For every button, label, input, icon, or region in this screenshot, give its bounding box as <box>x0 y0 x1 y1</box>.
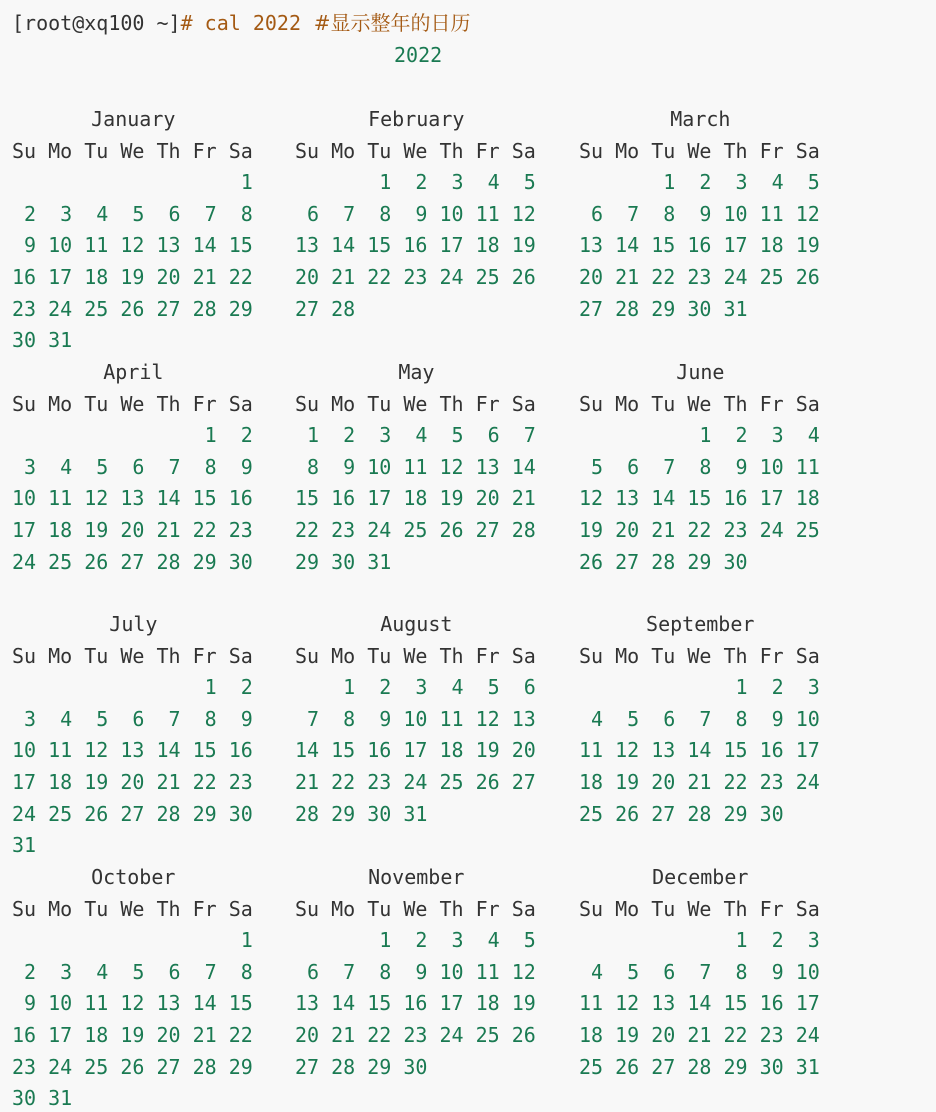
week-row-december-2: 4 5 6 7 8 9 10 <box>579 959 820 984</box>
week-row-june-2: 5 6 7 8 9 10 11 <box>579 454 820 479</box>
week-row-november-3: 13 14 15 16 17 18 19 <box>295 991 536 1016</box>
week-row-september-4: 18 19 20 21 22 23 24 <box>579 770 820 794</box>
weekday-header-july: Su Mo Tu We Th Fr Sa <box>12 643 253 668</box>
week-row-september-2: 4 5 6 7 8 9 10 <box>579 706 820 731</box>
week-row-november-5: 27 28 29 30 <box>295 1054 428 1079</box>
week-row-december-3: 11 12 13 14 15 16 17 <box>579 991 820 1016</box>
week-row-october-6: 30 31 <box>12 1086 73 1111</box>
week-row-june-5: 26 27 28 29 30 <box>579 549 748 574</box>
week-row-may-1: 1 2 3 4 5 6 7 <box>295 423 536 448</box>
week-row-october-3: 9 10 11 12 13 14 15 <box>12 991 253 1016</box>
week-row-february-2: 6 7 8 9 10 11 12 <box>295 201 536 226</box>
month-title-august: August <box>380 612 453 636</box>
month-title-december: December <box>652 865 749 889</box>
week-row-november-2: 6 7 8 9 10 11 12 <box>295 959 536 984</box>
week-row-june-1: 1 2 3 4 <box>579 423 820 448</box>
week-row-march-4: 20 21 22 23 24 25 26 <box>579 265 820 289</box>
week-row-february-1: 1 2 3 4 5 <box>295 170 536 195</box>
week-row-october-5: 23 24 25 26 27 28 29 <box>12 1054 253 1079</box>
week-row-december-5: 25 26 27 28 29 30 31 <box>579 1054 820 1079</box>
weekday-header-june: Su Mo Tu We Th Fr Sa <box>579 391 820 416</box>
week-row-january-6: 30 31 <box>12 328 73 353</box>
week-row-july-3: 10 11 12 13 14 15 16 <box>12 738 253 763</box>
month-title-may: May <box>398 360 435 384</box>
week-row-october-1: 1 <box>12 928 253 953</box>
week-row-january-1: 1 <box>12 170 253 195</box>
month-title-february: February <box>368 107 465 131</box>
week-row-september-3: 11 12 13 14 15 16 17 <box>579 738 820 763</box>
week-row-july-5: 24 25 26 27 28 29 30 <box>12 801 253 826</box>
week-row-july-2: 3 4 5 6 7 8 9 <box>12 706 253 731</box>
week-row-april-4: 17 18 19 20 21 22 23 <box>12 518 253 542</box>
week-row-july-1: 1 2 <box>12 675 253 700</box>
week-row-january-2: 2 3 4 5 6 7 8 <box>12 201 253 226</box>
weekday-header-december: Su Mo Tu We Th Fr Sa <box>579 896 820 921</box>
week-row-december-1: 1 2 3 <box>579 928 820 953</box>
week-row-february-4: 20 21 22 23 24 25 26 <box>295 265 536 289</box>
weekday-header-april: Su Mo Tu We Th Fr Sa <box>12 391 253 416</box>
weekday-header-november: Su Mo Tu We Th Fr Sa <box>295 896 536 921</box>
week-row-january-5: 23 24 25 26 27 28 29 <box>12 296 253 321</box>
week-row-march-5: 27 28 29 30 31 <box>579 296 748 321</box>
week-row-november-4: 20 21 22 23 24 25 26 <box>295 1023 536 1047</box>
week-row-december-4: 18 19 20 21 22 23 24 <box>579 1023 820 1047</box>
month-title-june: June <box>676 360 725 384</box>
week-row-may-3: 15 16 17 18 19 20 21 <box>295 486 536 511</box>
week-row-may-5: 29 30 31 <box>295 549 392 574</box>
weekday-header-january: Su Mo Tu We Th Fr Sa <box>12 138 253 163</box>
month-title-january: January <box>91 107 176 131</box>
week-row-march-1: 1 2 3 4 5 <box>579 170 820 195</box>
week-row-july-6: 31 <box>12 833 37 858</box>
week-row-june-3: 12 13 14 15 16 17 18 <box>579 486 820 511</box>
month-title-april: April <box>103 360 164 384</box>
week-row-august-3: 14 15 16 17 18 19 20 <box>295 738 536 763</box>
month-title-november: November <box>368 865 465 889</box>
week-row-april-3: 10 11 12 13 14 15 16 <box>12 486 253 511</box>
week-row-june-4: 19 20 21 22 23 24 25 <box>579 518 820 542</box>
week-row-october-4: 16 17 18 19 20 21 22 <box>12 1023 253 1047</box>
week-row-january-3: 9 10 11 12 13 14 15 <box>12 233 253 258</box>
week-row-august-4: 21 22 23 24 25 26 27 <box>295 770 536 794</box>
prompt-hash: # <box>180 11 193 35</box>
week-row-august-1: 1 2 3 4 5 6 <box>295 675 536 700</box>
week-row-february-3: 13 14 15 16 17 18 19 <box>295 233 536 258</box>
weekday-header-march: Su Mo Tu We Th Fr Sa <box>579 138 820 163</box>
week-row-january-4: 16 17 18 19 20 21 22 <box>12 265 253 289</box>
week-row-may-2: 8 9 10 11 12 13 14 <box>295 454 536 479</box>
week-row-october-2: 2 3 4 5 6 7 8 <box>12 959 253 984</box>
week-row-february-5: 27 28 <box>295 296 356 321</box>
week-row-september-5: 25 26 27 28 29 30 <box>579 801 784 826</box>
week-row-march-3: 13 14 15 16 17 18 19 <box>579 233 820 258</box>
week-row-september-1: 1 2 3 <box>579 675 820 700</box>
month-title-march: March <box>670 107 731 131</box>
command-line <box>12 11 470 35</box>
week-row-april-1: 1 2 <box>12 423 253 448</box>
weekday-header-may: Su Mo Tu We Th Fr Sa <box>295 391 536 416</box>
month-title-september: September <box>646 612 755 636</box>
weekday-header-february: Su Mo Tu We Th Fr Sa <box>295 138 536 163</box>
week-row-may-4: 22 23 24 25 26 27 28 <box>295 518 536 542</box>
week-row-april-2: 3 4 5 6 7 8 9 <box>12 454 253 479</box>
command-text: cal 2022 <box>192 11 301 35</box>
week-row-august-5: 28 29 30 31 <box>295 801 428 826</box>
command-comment: #显示整年的日历 <box>301 11 471 35</box>
month-title-october: October <box>91 865 176 889</box>
week-row-july-4: 17 18 19 20 21 22 23 <box>12 770 253 794</box>
shell-prompt: [root@xq100 ~] <box>12 11 181 35</box>
calendar-year: 2022 <box>394 43 443 67</box>
weekday-header-october: Su Mo Tu We Th Fr Sa <box>12 896 253 921</box>
weekday-header-september: Su Mo Tu We Th Fr Sa <box>579 643 820 668</box>
week-row-august-2: 7 8 9 10 11 12 13 <box>295 706 536 731</box>
week-row-march-2: 6 7 8 9 10 11 12 <box>579 201 820 226</box>
month-title-july: July <box>109 612 158 636</box>
weekday-header-august: Su Mo Tu We Th Fr Sa <box>295 643 536 668</box>
week-row-april-5: 24 25 26 27 28 29 30 <box>12 549 253 574</box>
week-row-november-1: 1 2 3 4 5 <box>295 928 536 953</box>
